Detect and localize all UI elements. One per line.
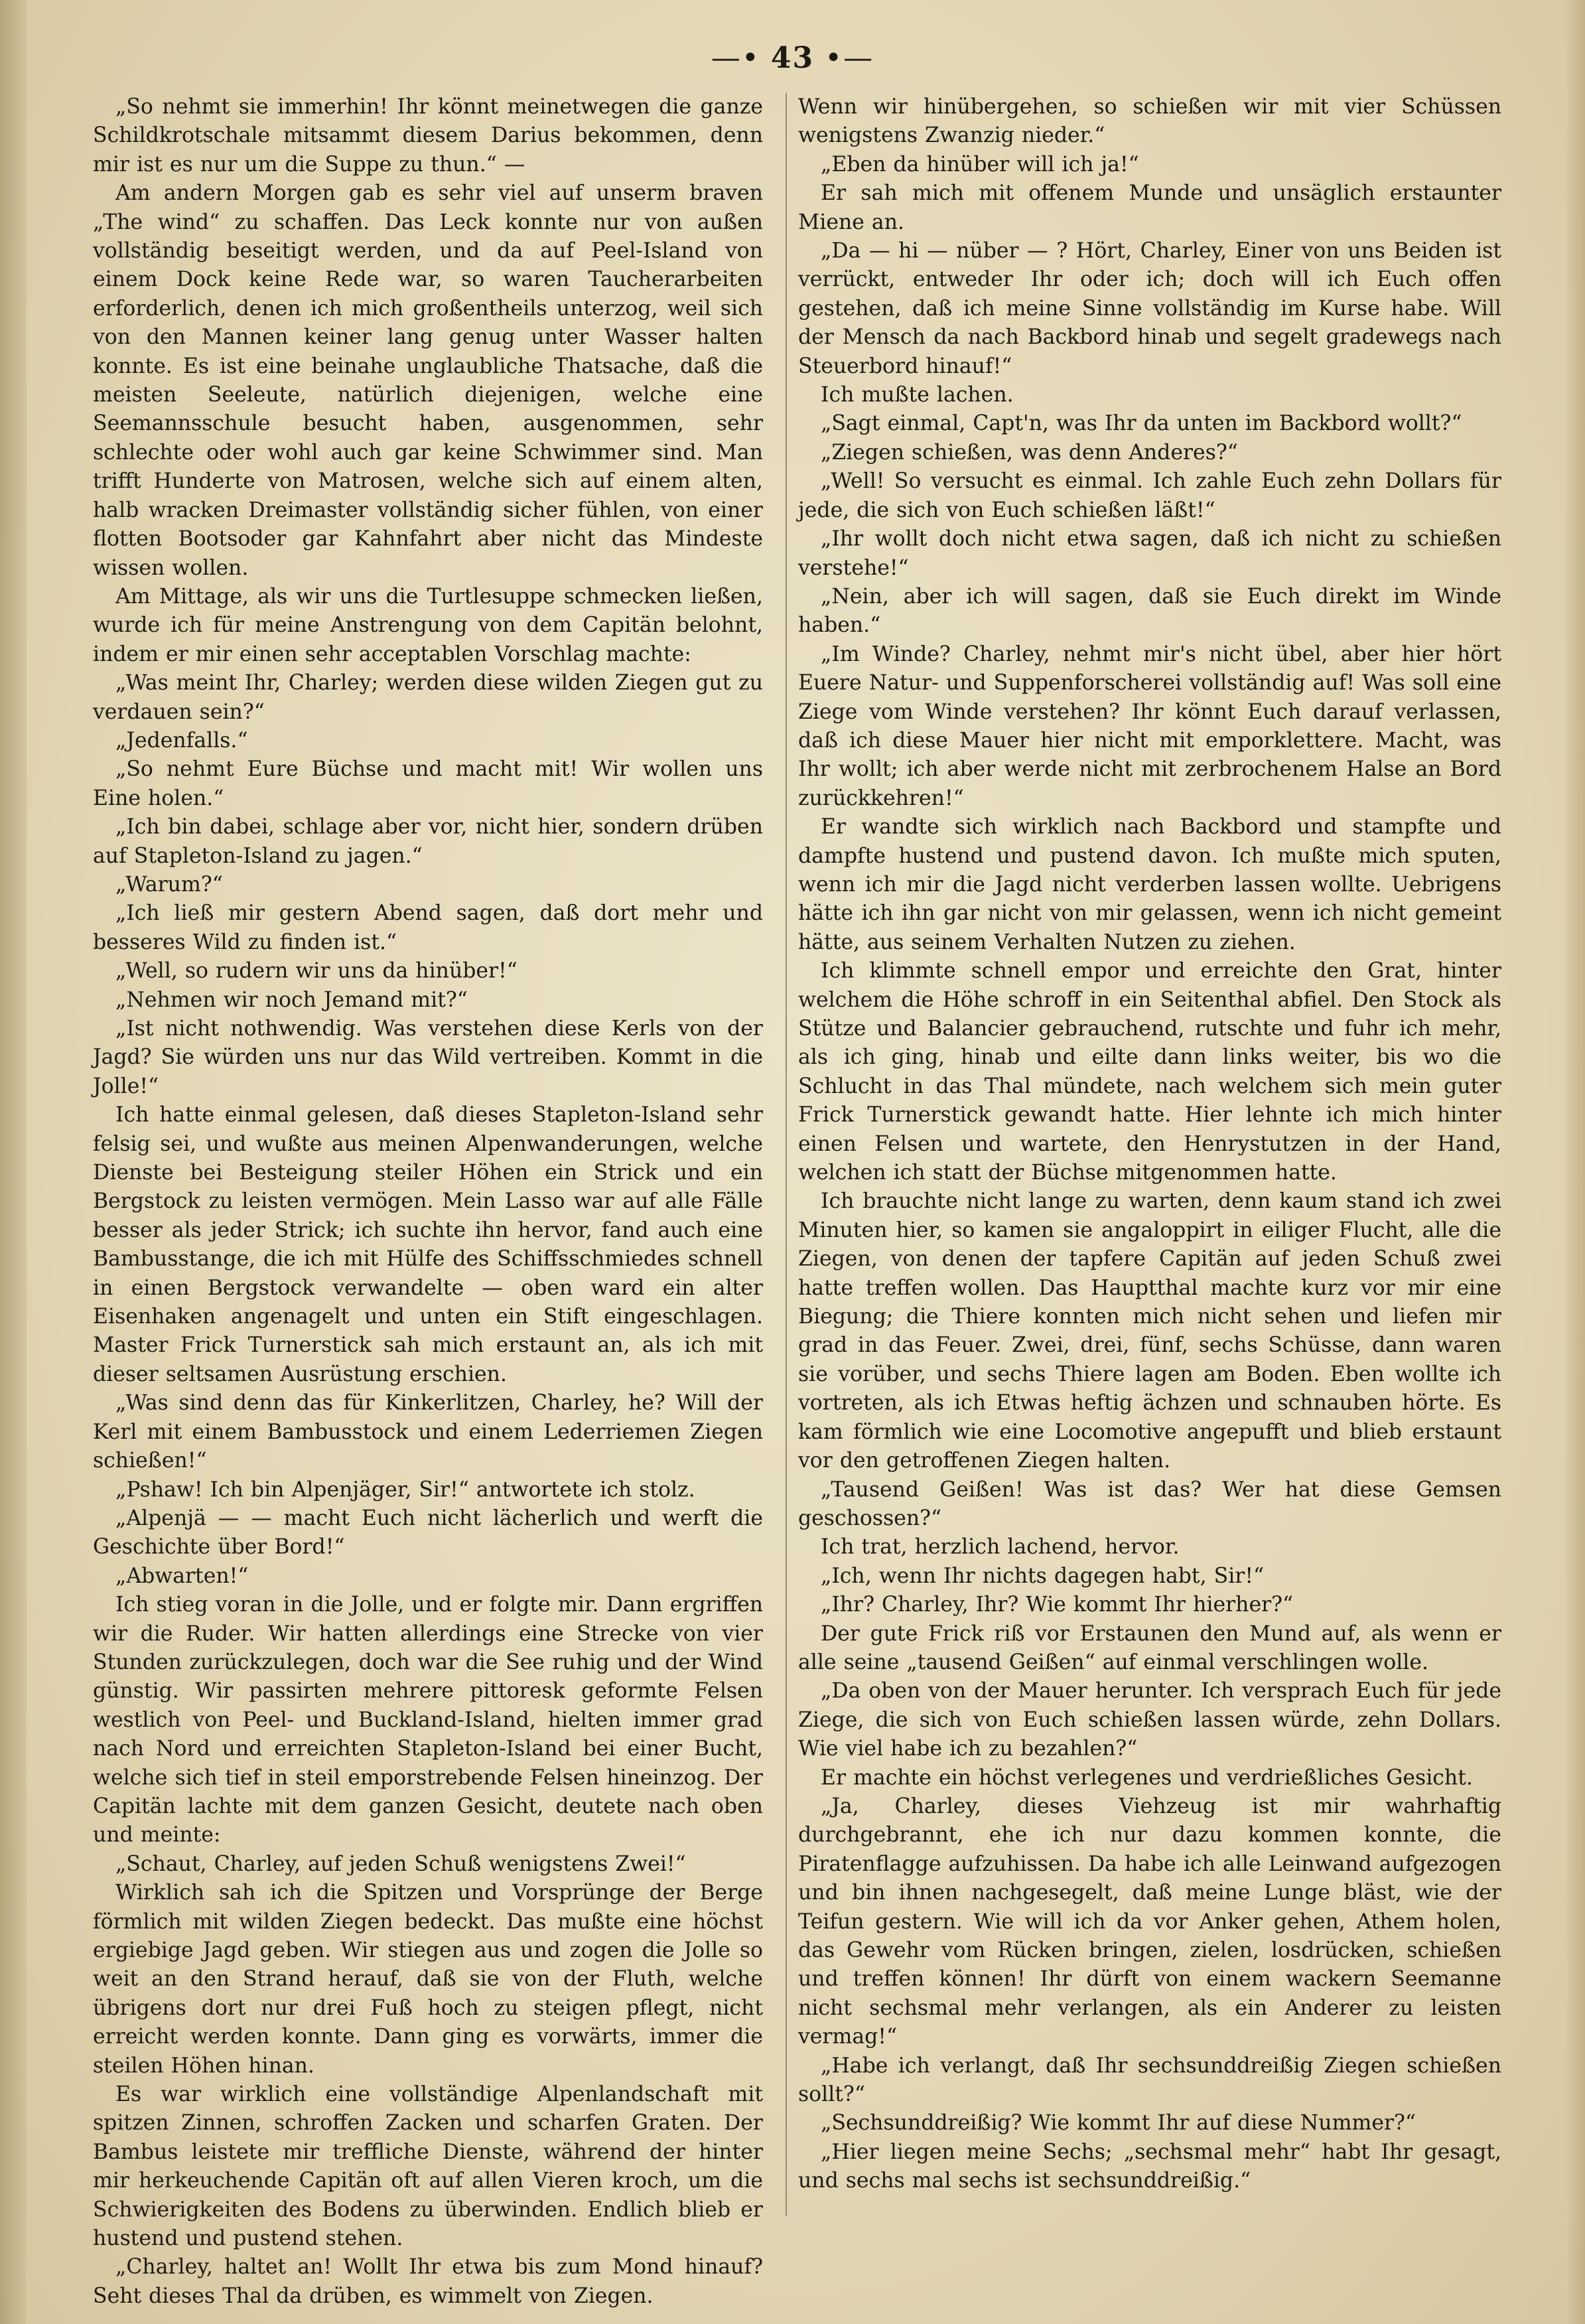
paragraph: Wirklich sah ich die Spitzen und Vorsprünge der Berge förmlich mit wilden Ziegen bedeckt. Das mußte eine höchst ergiebige Jagd geben. Wir stiegen aus und zogen die Jolle so weit an den Strand herauf, daß sie von der Fluth, welche übrigens dort nur drei Fuß hoch zu steigen pflegt, nicht erreicht werden konnte. Dann ging es vorwärts, immer die steilen Höhen hinan. (93, 1881, 763, 2078)
paragraph: „Eben da hinüber will ich ja!“ (821, 152, 1139, 177)
paragraph: „Ziegen schießen, was denn Anderes?“ (821, 440, 1238, 465)
paragraph: „Ja, Charley, dieses Viehzeug ist mir wahrhaftig durchgebrannt, ehe ich nur dazu kommen konnte, die Piratenflagge aufzuhissen. Da habe ich alle Leinwand aufgezogen und bin ihnen nachgesegelt, daß meine Lunge bläst, wie der Teifun gestern. Wie will ich da vor Anker gehen, Athem holen, das Gewehr vom Rücken bringen, zielen, losdrücken, schießen und treffen können! Ihr dürft von einem wackern Seemanne nicht sechsmal mehr verlangen, als ein Anderer zu leisten vermag!“ (798, 1794, 1501, 2049)
paragraph: Es war wirklich eine vollständige Alpenlandschaft mit spitzen Zinnen, schroffen Zacken und scharfen Graten. Der Bambus leistete mir treffliche Dienste, während der hinter mir herkeuchende Capitän oft auf allen Vieren kroch, um die Schwierigkeiten des Bodens zu überwinden. Endlich blieb er hustend und pustend stehen. (93, 2082, 763, 2251)
paragraph: Ich mußte lachen. (821, 383, 1014, 407)
paragraph: Am Mittage, als wir uns die Turtlesuppe schmecken ließen, wurde ich für meine Anstrengung von dem Capitän belohnt, indem er mir einen sehr acceptablen Vorschlag machte: (93, 584, 763, 666)
right-column (798, 93, 1501, 2196)
paragraph: Er sah mich mit offenem Munde und unsäglich erstaunter Miene an. (798, 181, 1501, 234)
paragraph: Ich stieg voran in die Jolle, und er folgte mir. Dann ergriffen wir die Ruder. Wir hatten allerdings eine Strecke von vier Stunden zurückzulegen, doch war die See ruhig und der Wind günstig. Wir passirten mehrere pittoresk geformte Felsen westlich von Peel- und Buckland-Island, hielten immer grad nach Nord und erreichten Stapleton-Island bei einer Bucht, welche sich tief in steil emporstrebende Felsen hineinzog. Der Capitän lachte mit dem ganzen Gesicht, deutete nach oben und meinte: (93, 1593, 763, 1848)
left-column (93, 93, 763, 2311)
paragraph: Ich klimmte schnell empor und erreichte den Grat, hinter welchem die Höhe schroff in ein Seitenthal abfiel. Den Stock als Stütze und Balancier gebrauchend, rutschte und fuhr ich mehr, als ich ging, hinab und eilte dann links weiter, bis wo die Schlucht in das Thal mündete, nach welchem sich mein guter Frick Turnerstick gewandt hatte. Hier lehnte ich mich hinter einen Felsen und wartete, den Henrystutzen in der Hand, welchen ich statt der Büchse mitgenommen hatte. (798, 959, 1501, 1185)
paragraph: „Im Winde? Charley, nehmt mir's nicht übel, aber hier hört Euere Natur- und Suppenforscherei vollständig auf! Was soll eine Ziege vom Winde verstehen? Ihr könnt Euch darauf verlassen, daß ich diese Mauer hier nicht mit emporklettere. Macht, was Ihr wollt; ich aber werde nicht mit zerbrochenem Halse an Bord zurückkehren!“ (798, 642, 1501, 810)
paragraph: „Da oben von der Mauer herunter. Ich versprach Euch für jede Ziege, die sich von Euch schießen lassen würde, zehn Dollars. Wie viel habe ich zu bezahlen?“ (798, 1679, 1501, 1761)
page-number: 43 (770, 41, 815, 75)
paragraph: Ich hatte einmal gelesen, daß dieses Stapleton-Island sehr felsig sei, und wußte aus meinen Alpenwanderungen, welche Dienste bei Besteigung steiler Höhen ein Strick und ein Bergstock zu leisten vermögen. Mein Lasso war auf alle Fälle besser als jeder Strick; ich suchte ihn hervor, fand auch eine Bambusstange, die ich mit Hülfe des Schiffsschmiedes schnell in einen Bergstock verwandelte — oben ward ein alter Eisenhaken angenagelt und unten ein Stift eingeschlagen. Master Frick Turnerstick sah mich erstaunt an, als ich mit dieser seltsamen Ausrüstung erschien. (93, 1103, 763, 1386)
paragraph: „Ich bin dabei, schlage aber vor, nicht hier, sondern drüben auf Stapleton-Island zu jagen.“ (93, 815, 763, 868)
paragraph: „Abwarten!“ (115, 1563, 249, 1588)
paragraph: „So nehmt Eure Büchse und macht mit! Wir wollen uns Eine holen.“ (93, 757, 763, 810)
page-edge-right (1565, 0, 1585, 2324)
paragraph: Er machte ein höchst verlegenes und verdrießliches Gesicht. (821, 1765, 1473, 1790)
paragraph: „So nehmt sie immerhin! Ihr könnt meinetwegen die ganze Schildkrotschale mitsammt diesem Darius bekommen, denn mir ist es nur um die Suppe zu thun.“ — (93, 95, 763, 177)
paragraph: „Jedenfalls.“ (115, 728, 248, 753)
paragraph: „Sagt einmal, Capt'n, was Ihr da unten im Backbord wollt?“ (821, 411, 1462, 436)
paragraph: Ich brauchte nicht lange zu warten, denn kaum stand ich zwei Minuten hier, so kamen sie angaloppirt in eiliger Flucht, alle die Ziegen, von denen der tapfere Capitän auf jeden Schuß zwei hatte treffen wollen. Das Hauptthal machte kurz vor mir eine Biegung; die Thiere konnten mich nicht sehen und liefen mir grad in das Feuer. Zwei, drei, fünf, sechs Schüsse, dann waren sie vorüber, und sechs Thiere lagen am Boden. Eben wollte ich vortreten, als ich Etwas heftig ächzen und schnauben hörte. Es kam förmlich wie eine Locomotive angepufft und blieb erstaunt vor den getroffenen Ziegen halten. (798, 1189, 1501, 1473)
column-divider (786, 93, 787, 2216)
paragraph: „Nein, aber ich will sagen, daß sie Euch direkt im Winde haben.“ (798, 584, 1501, 638)
paragraph: „Well, so rudern wir uns da hinüber!“ (115, 959, 517, 983)
paragraph: „Sechsunddreißig? Wie kommt Ihr auf diese Nummer?“ (821, 2111, 1416, 2136)
paragraph: „Ihr wollt doch nicht etwa sagen, daß ich nicht zu schießen verstehe!“ (798, 527, 1501, 580)
paragraph: „Warum?“ (115, 872, 223, 897)
paragraph: „Schaut, Charley, auf jeden Schuß wenigstens Zwei!“ (115, 1852, 686, 1876)
paragraph: „Pshaw! Ich bin Alpenjäger, Sir!“ antwortete ich stolz. (115, 1477, 695, 1502)
paragraph: „Ich ließ mir gestern Abend sagen, daß dort mehr und besseres Wild zu finden ist.“ (93, 901, 763, 954)
paragraph: „Tausend Geißen! Was ist das? Wer hat diese Gemsen geschossen?“ (798, 1477, 1501, 1530)
paragraph: „Habe ich verlangt, daß Ihr sechsunddreißig Ziegen schießen sollt?“ (798, 2053, 1501, 2107)
paragraph: „Ich, wenn Ihr nichts dagegen habt, Sir!“ (821, 1563, 1265, 1588)
paragraph: Am andern Morgen gab es sehr viel auf unserm braven „The wind“ zu schaffen. Das Leck konnte nur von außen vollständig beseitigt werden, und da auf Peel-Island von einem Dock keine Rede war, so waren Taucherarbeiten erforderlich, denen ich mich großentheils unterzog, weil sich von den Mannen keiner lang genug unter Wasser halten konnte. Es ist eine beinahe unglaubliche Thatsache, daß die meisten Seeleute, natürlich diejenigen, welche eine Seemannsschule besucht haben, ausgenommen, sehr schlechte oder wohl auch gar keine Schwimmer sind. Man trifft Hunderte von Matrosen, welche sich auf einem alten, halb wracken Dreimaster vollständig sicher fühlen, von einer flotten Bootsoder gar Kahnfahrt aber nicht das Mindeste wissen wollen. (93, 181, 763, 580)
paragraph: „Alpenjä — — macht Euch nicht lächerlich und werft die Geschichte über Bord!“ (93, 1506, 763, 1560)
paragraph: „Nehmen wir noch Jemand mit?“ (115, 987, 468, 1012)
page-header (0, 41, 1585, 81)
paragraph: „Charley, haltet an! Wollt Ihr etwa bis zum Mond hinauf? Seht dieses Thal da drüben, es wimmelt von Ziegen. (93, 2255, 763, 2308)
paragraph: „Was meint Ihr, Charley; werden diese wilden Ziegen gut zu verdauen sein?“ (93, 671, 763, 724)
page-edge-left (0, 0, 27, 2324)
paragraph: Ich trat, herzlich lachend, hervor. (821, 1535, 1180, 1560)
paragraph: „Was sind denn das für Kinkerlitzen, Charley, he? Will der Kerl mit einem Bambusstock und einem Lederriemen Ziegen schießen!“ (93, 1391, 763, 1473)
header-ornament-right: •— (825, 41, 874, 75)
paragraph: „Well! So versucht es einmal. Ich zahle Euch zehn Dollars für jede, die sich von Euch schießen läßt!“ (798, 469, 1501, 522)
paragraph: „Da — hi — nüber — ? Hört, Charley, Einer von uns Beiden ist verrückt, entweder Ihr oder ich; doch will ich Euch offen gestehen, daß ich meine Sinne vollständig im Kurse habe. Will der Mensch da nach Backbord hinab und segelt gradewegs nach Steuerbord hinauf!“ (798, 239, 1501, 378)
paragraph: Der gute Frick riß vor Erstaunen den Mund auf, als wenn er alle seine „tausend Geißen“ auf einmal verschlingen wolle. (798, 1621, 1501, 1674)
paragraph: „Ihr? Charley, Ihr? Wie kommt Ihr hierher?“ (821, 1593, 1294, 1617)
paragraph: „Ist nicht nothwendig. Was verstehen diese Kerls von der Jagd? Sie würden uns nur das Wild vertreiben. Kommt in die Jolle!“ (93, 1017, 763, 1098)
header-ornament-left: —• (711, 41, 760, 75)
paragraph: Er wandte sich wirklich nach Backbord und stampfte und dampfte hustend und pustend davon. Ich mußte mich sputen, wenn ich mir die Jagd nicht verderben lassen wollte. Uebrigens hätte ich ihn gar nicht von mir gelassen, wenn ich nicht gemeint hätte, aus seinem Verhalten Nutzen zu ziehen. (798, 815, 1501, 954)
paragraph: Wenn wir hinübergehen, so schießen wir mit vier Schüssen wenigstens Zwanzig nieder.“ (798, 95, 1501, 148)
paragraph: „Hier liegen meine Sechs; „sechsmal mehr“ habt Ihr gesagt, und sechs mal sechs ist sechsunddreißig.“ (798, 2140, 1501, 2193)
